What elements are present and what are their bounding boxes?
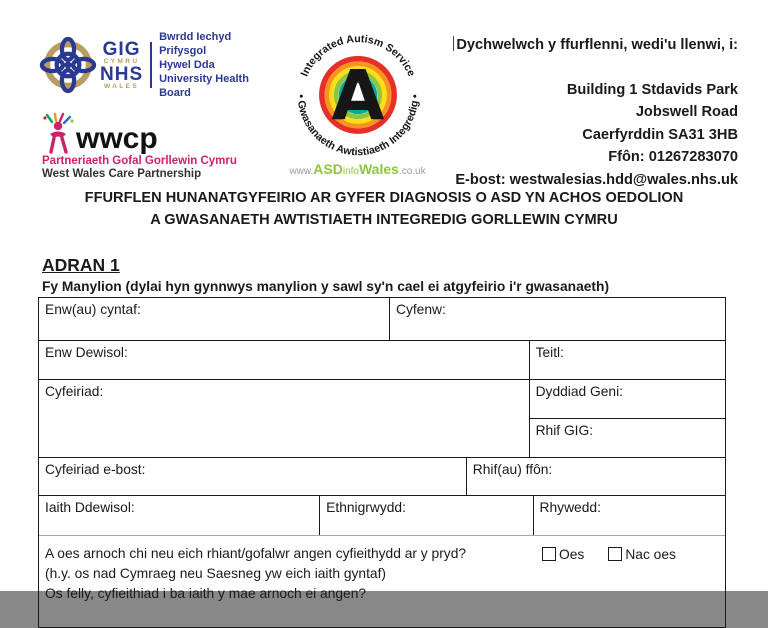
interpreter-options (542, 544, 676, 627)
asdinfowales-url: www.ASDinfoWales.co.uk (289, 161, 426, 177)
page-header (0, 0, 768, 188)
email-line: E-bost: westwalesias.hdd@wales.nhs.uk (455, 171, 738, 188)
surname-field[interactable] (390, 298, 725, 341)
section-heading: ADRAN 1 (42, 255, 120, 275)
ias-circle-icon (288, 30, 428, 158)
address-field[interactable] (39, 380, 530, 458)
preferred-language-label: Iaith Ddewisol: (45, 500, 135, 515)
nhs-celtic-knot-icon (42, 36, 94, 94)
gender-label: Rhywedd: (539, 500, 601, 515)
gender-field[interactable] (534, 496, 725, 535)
title-field[interactable] (530, 341, 725, 380)
section-subheading: Fy Manylion (dylai hyn gynnwys manylion y sawl sy'n cael ei atgyfeirio i'r gwasanaeth) (42, 279, 610, 294)
first-name-field[interactable] (39, 298, 390, 341)
address-line: Caerfyrddin SA31 3HB (582, 126, 738, 143)
address-line: Building 1 Stdavids Park (566, 81, 738, 98)
interpreter-question-text: A oes arnoch chi neu eich rhiant/gofalwr angen cyfieithydd ar y pryd? (h.y. os nad Cymraeg neu Saesneg yw eich iaith gyntaf) Os felly, cyfieithiad i ba iaith y mae arnoch ei angen? (45, 546, 467, 601)
surname-label: Cyfenw: (395, 302, 446, 317)
interpreter-question-row (39, 535, 725, 627)
dob-label: Dyddiad Geni: (535, 384, 624, 399)
wwcp-wordmark: wwcp (76, 122, 158, 155)
document-title: FFURFLEN HUNANATGYFEIRIO AR GYFER DIAGNOSIS O ASD YN ACHOS OEDOLION A GWASANAETH AWTISTIAETH INTEGREDIG GORLLEWIN CYMRU (84, 190, 684, 228)
checkbox-oes[interactable] (542, 547, 584, 627)
phone-label: Rhif(au) ffôn: (472, 462, 553, 477)
ethnicity-field[interactable] (320, 496, 533, 535)
nhs-number-field[interactable] (530, 419, 725, 458)
ias-arc-bottom-text: • Gwasanaeth Awtistiaeth Integredig • (294, 94, 421, 158)
title-label: Teitl: (535, 345, 564, 360)
address-label: Cyfeiriad: (45, 384, 104, 399)
address-line: Jobswell Road (635, 104, 738, 120)
preferred-name-label: Enw Dewisol: (45, 345, 128, 360)
nhs-wales-logo (42, 30, 280, 100)
nac-oes-label: Nac oes (625, 547, 676, 562)
return-address-block (435, 30, 738, 188)
email-field[interactable] (39, 458, 467, 496)
first-name-label: Enw(au) cyntaf: (45, 302, 141, 317)
preferred-language-field[interactable] (39, 496, 320, 535)
ethnicity-label: Ethnigrwydd: (326, 500, 406, 515)
nhs-logo-divider (150, 42, 152, 88)
wwcp-english-name: West Wales Care Partnership (42, 168, 202, 180)
nac-oes-checkbox-square[interactable] (608, 547, 622, 561)
oes-label: Oes (559, 547, 585, 562)
dob-field[interactable] (530, 380, 725, 419)
checkbox-nac-oes[interactable] (608, 547, 676, 627)
logo-column (42, 30, 280, 180)
wwcp-logo (42, 114, 280, 181)
return-instruction: Dychwelwch y ffurflenni, wedi'u llenwi, i: (435, 34, 738, 57)
integrated-autism-service-logo (280, 30, 435, 175)
wwcp-welsh-name: Partneriaeth Gofal Gorllewin Cymru (42, 155, 237, 167)
preferred-name-field[interactable] (39, 341, 530, 380)
nhs-logo-text (100, 30, 280, 100)
text-cursor (453, 36, 454, 51)
ias-arc-top-text: Integrated Autism Service (298, 33, 417, 79)
nhs-number-label: Rhif GIG: (535, 423, 594, 438)
my-details-table (38, 297, 726, 628)
ias-letter-a: A (330, 56, 385, 137)
oes-checkbox-square[interactable] (542, 547, 556, 561)
email-label: Cyfeiriad e-bost: (45, 462, 146, 477)
wwcp-person-sparkle-icon (42, 112, 76, 154)
phone-line: Ffôn: 01267283070 (608, 149, 738, 165)
health-board-name: Bwrdd Iechyd Prifysgol Hywel Dda University Health Board (159, 31, 249, 99)
gig-nhs-wordmark: GIG CYMRU NHS WALES (100, 38, 144, 90)
phone-field[interactable] (467, 458, 725, 496)
